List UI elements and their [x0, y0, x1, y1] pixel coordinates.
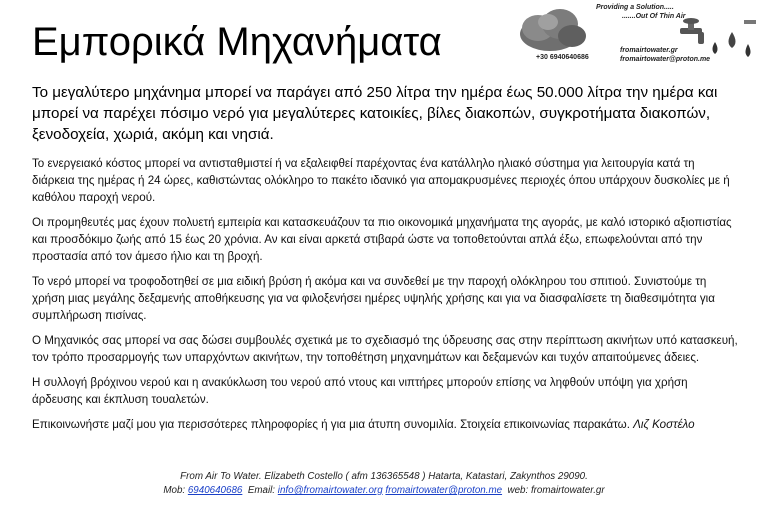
footer-phone-link[interactable]: 6940640686: [187, 485, 243, 496]
logo-tagline-2: .......Out Of Thin Air: [622, 13, 686, 20]
paragraph-contact: [32, 416, 738, 433]
paragraph-supply: Το νερό μπορεί να τροφοδοτηθεί σε μια ειδική βρύση ή ακόμα και να συνδεθεί με την παροχή ολόκληρου του σπιτιού. Συνιστούμε τη χρήση μιας μεγάλης δεξαμενής αποθήκευσης για να φιλοξενήσει ημέρες υψηλής χρήσης και για να διασφαλίσετε τη διαθεσιμότητα για συμπλήρωση πισίνας.: [32, 275, 715, 322]
footer-address: From Air To Water. Elizabeth Costello ( afm 136365548 ) Hatarta, Katastari, Zakynthos 29090.: [180, 471, 588, 482]
logo-phone: +30 6940640686: [536, 54, 589, 61]
logo-email: fromairtowater@proton.me: [620, 56, 711, 63]
lead-paragraph: Το μεγαλύτερο μηχάνημα μπορεί να παράγει από 250 λίτρα την ημέρα έως 50.000 λίτρα την ημέρα και μπορεί να παρέχει πόσιμο νερό για μεγαλύτερες κατοικίες, βίλες διακοπών, συγκροτήματα διακοπών, ξενοδοχεία, χωριά, ακόμη και νησιά.: [32, 84, 718, 143]
company-logo: [516, 2, 760, 68]
signature: Λιζ Κοστέλο: [633, 418, 695, 431]
footer: [0, 470, 768, 498]
contact-text: Επικοινωνήστε μαζί μου για περισσότερες πληροφορίες ή για μια άτυπη συνομιλία. Στοιχεία επικοινωνίας παρακάτω.: [32, 418, 630, 431]
footer-web: fromairtowater.gr: [530, 485, 605, 496]
footer-mob-label: Mob:: [163, 485, 186, 496]
footer-email-link-2[interactable]: fromairtowater@proton.me: [385, 485, 503, 496]
footer-web-label: web:: [507, 485, 529, 496]
page-title: Εμπορικά Μηχανήματα: [32, 20, 442, 64]
paragraph-engineer: Ο Μηχανικός σας μπορεί να σας δώσει συμβουλές σχετικά με το σχεδιασμό της ύδρευσης σας στην περίπτωση ακινήτων υπό κατασκευή, τον τρόπο προσαρμογής των υπαρχόντων ακινήτων, την τοποθέτηση μηχανημάτων και δεξαμενών και τυχόν απαιτούμενες άδειες.: [32, 334, 738, 364]
footer-email-link-1[interactable]: info@fromairtowater.org: [277, 485, 383, 496]
logo-web: fromairtowater.gr: [620, 47, 678, 54]
logo-tagline-1: Providing a Solution.....: [596, 4, 674, 11]
paragraph-energy: Το ενεργειακό κόστος μπορεί να αντισταθμιστεί ή να εξαλειφθεί παρέχοντας ένα κατάλληλο ηλιακό σύστημα για λειτουργία κατά τη διάρκεια της ημέρας ή 24 ώρες, καθιστώντας ολόκληρο το πακέτο ιδανικό για απομακρυσμένες περιοχές όπου υπάρχουν δυσκολίες με ή καθόλου παροχή νερού.: [32, 157, 730, 204]
paragraph-suppliers: Οι προμηθευτές μας έχουν πολυετή εμπειρία και κατασκευάζουν τα πιο οικονομικά μηχανήματα της αγοράς, με καλό ιστορικό αξιοπιστίας και προσδόκιμο ζωής από 15 έως 20 χρόνια. Αν και είναι αρκετά στιβαρά ώστε να τοποθετούνται απλά έξω, επωφελούνται από την προστασία από τον άμεσο ήλιο και τη βροχή.: [32, 216, 732, 263]
footer-email-label: Email:: [247, 485, 276, 496]
paragraph-rainwater: Η συλλογή βρόχινου νερού και η ανακύκλωση του νερού από ντους και νιπτήρες μπορούν επίσης να ληφθούν υπόψη για χρήση άρδευσης και έκπλυση τουαλετών.: [32, 376, 688, 406]
body-text: [32, 155, 738, 433]
footer-contacts: [0, 484, 768, 498]
